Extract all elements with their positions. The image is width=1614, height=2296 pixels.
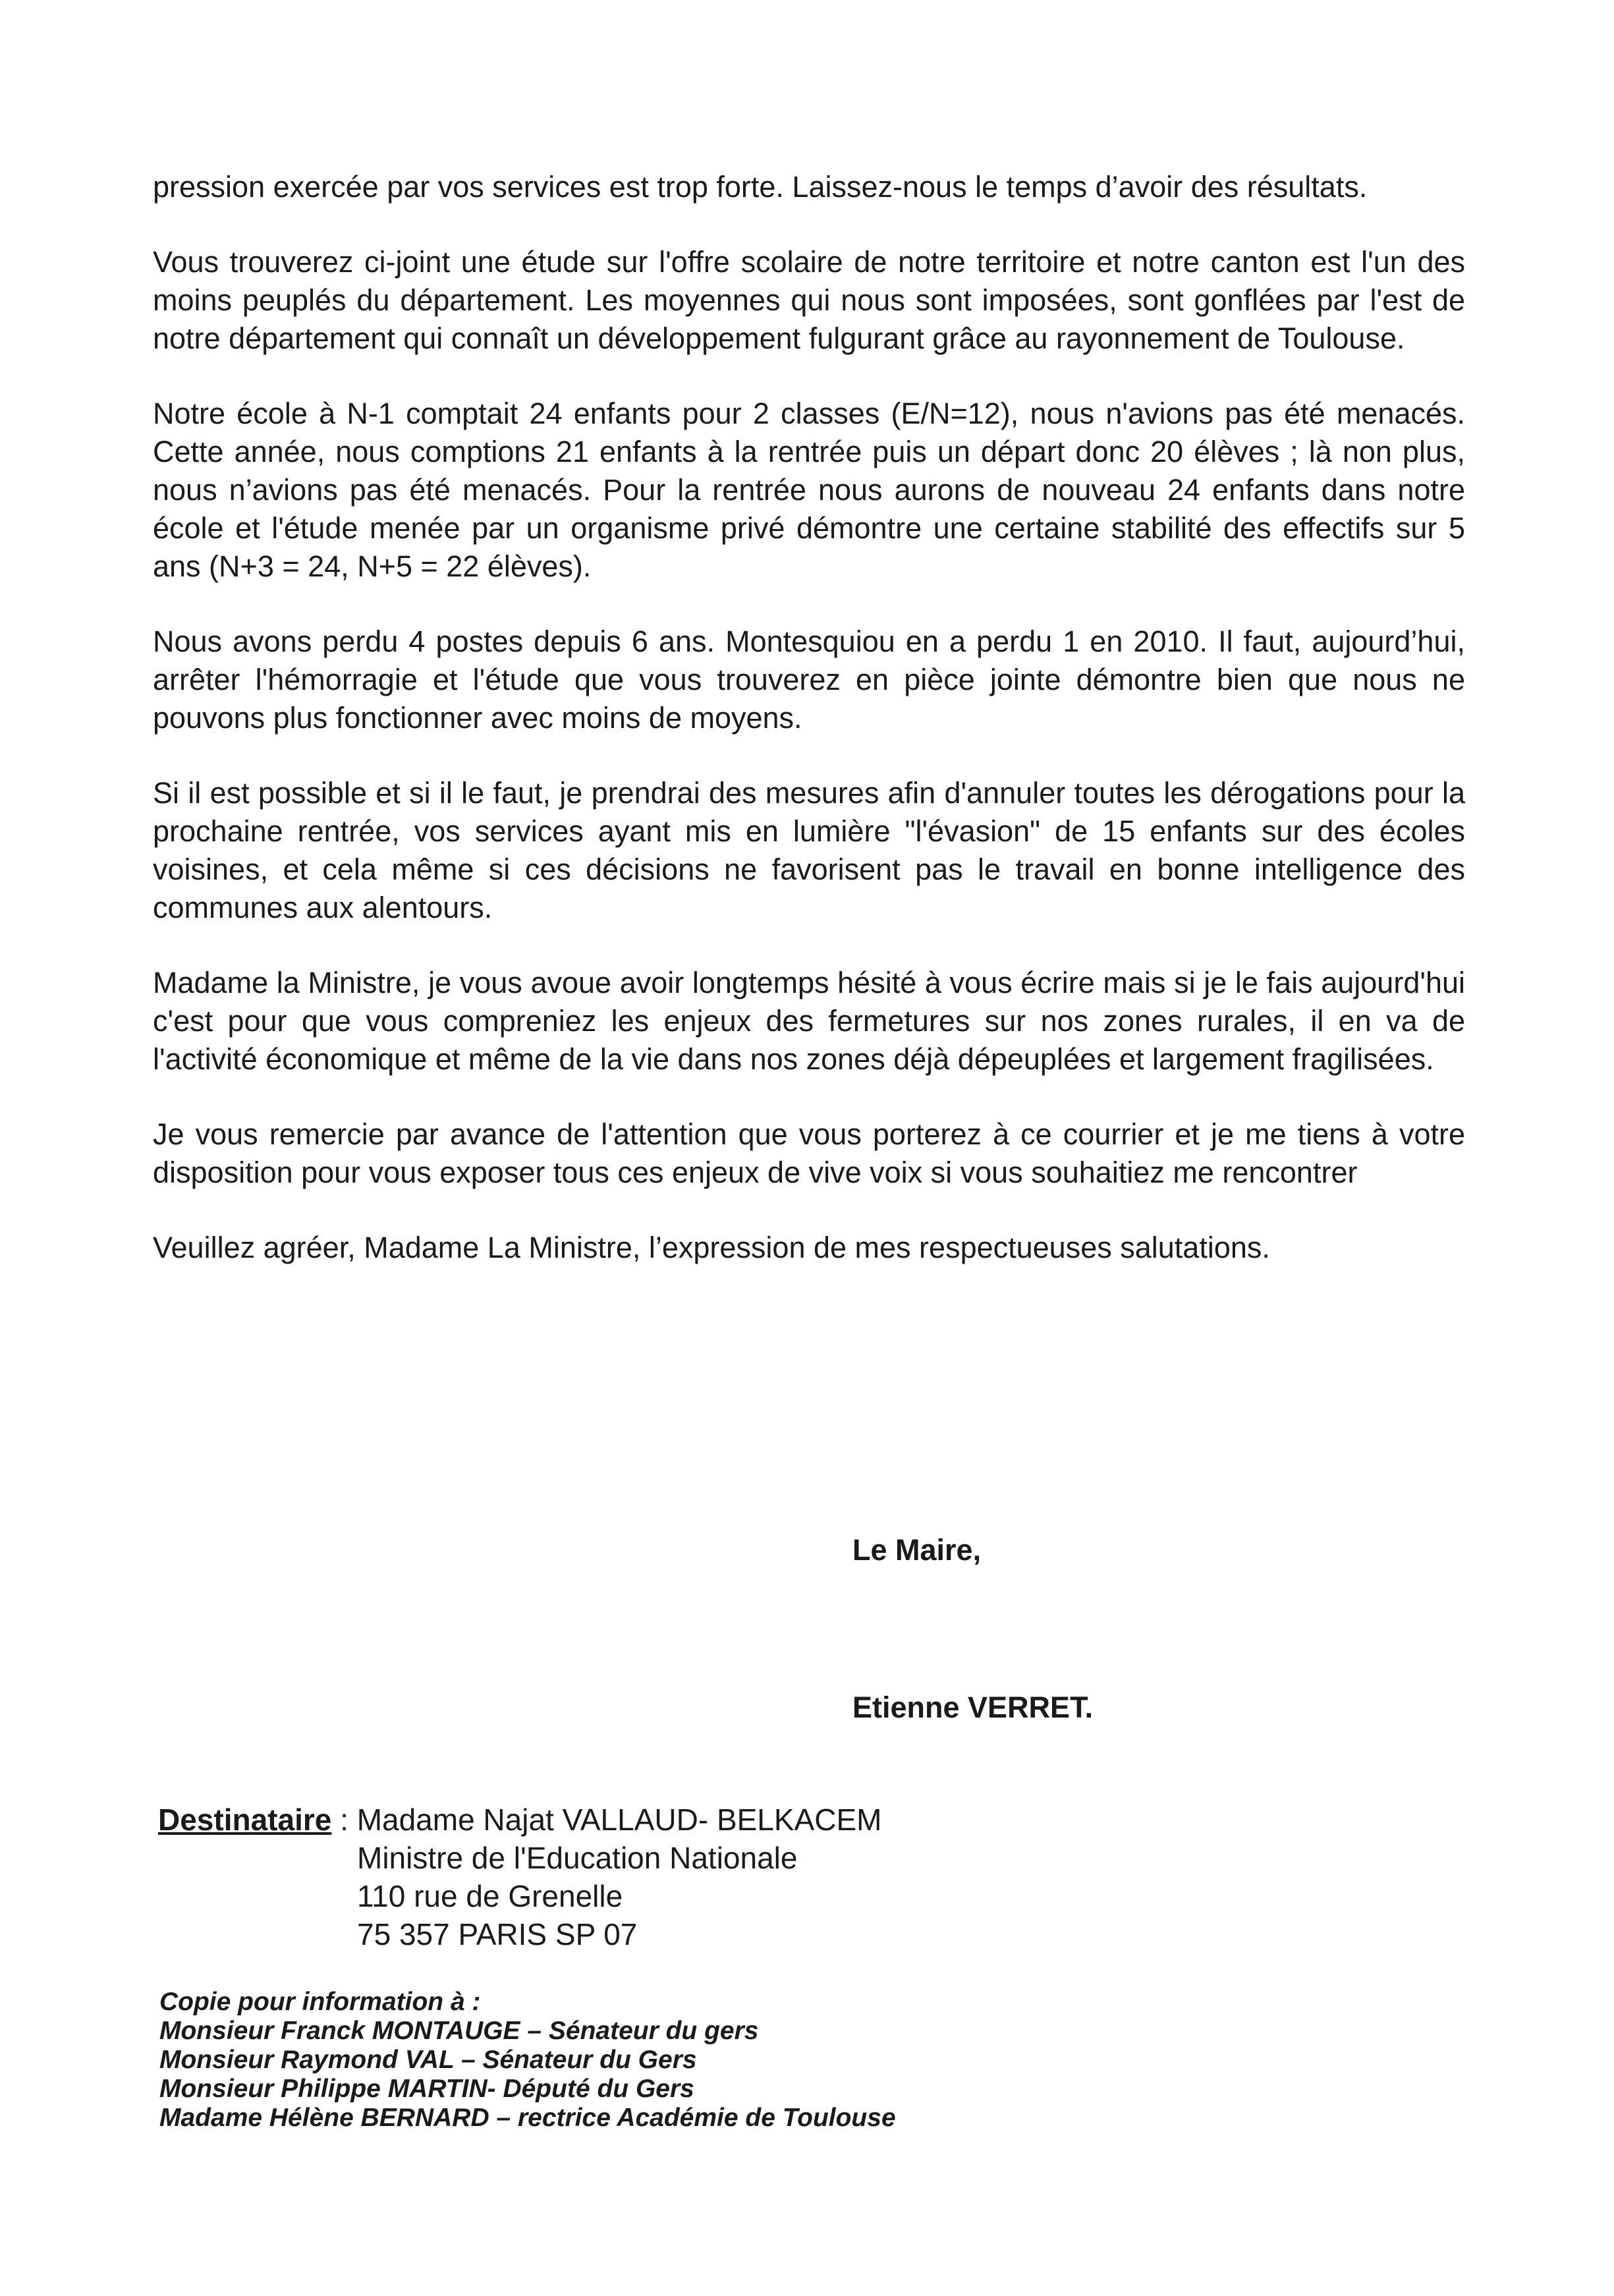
signature-title: Le Maire, bbox=[852, 1533, 982, 1567]
recipient-address-line: 75 357 PARIS SP 07 bbox=[357, 1917, 638, 1951]
paragraph: pression exercée par vos services est trop forte. Laissez-nous le temps d’avoir des résultats. bbox=[153, 170, 1368, 204]
recipient-separator: : bbox=[331, 1803, 357, 1837]
copies-heading: Copie pour information à : bbox=[159, 1988, 481, 2016]
recipient-block bbox=[158, 1801, 881, 1953]
recipient-address-line: 110 rue de Grenelle bbox=[357, 1879, 623, 1913]
paragraph: Madame la Ministre, je vous avoue avoir longtemps hésité à vous écrire mais si je le fais aujourd'hui c'est pour que vous compreniez les enjeux des fermetures sur nos zones rurales, il en va de l'activité économique et même de la vie dans nos zones déjà dépeuplées et largement fragilisées. bbox=[153, 966, 1465, 1076]
copies-line: Madame Hélène BERNARD – rectrice Académie de Toulouse bbox=[159, 2104, 896, 2132]
recipient-address-line: Ministre de l'Education Nationale bbox=[357, 1841, 798, 1875]
copies-line: Monsieur Franck MONTAUGE – Sénateur du gers bbox=[159, 2017, 759, 2045]
paragraph: Si il est possible et si il le faut, je prendrai des mesures afin d'annuler toutes les dérogations pour la prochaine rentrée, vos services ayant mis en lumière "l'évasion" de 15 enfants sur des écoles voisines, et cela même si ces décisions ne favorisent pas le travail en bonne intelligence des communes aux alentours. bbox=[153, 776, 1465, 924]
copies-line: Monsieur Philippe MARTIN- Député du Gers bbox=[159, 2075, 694, 2103]
paragraph: Nous avons perdu 4 postes depuis 6 ans. Montesquiou en a perdu 1 en 2010. Il faut, aujourd’hui, arrêter l'hémorragie et l'étude que vous trouverez en pièce jointe démontre bien que nous ne pouvons plus fonctionner avec moins de moyens. bbox=[153, 625, 1465, 735]
copies-block bbox=[159, 1988, 896, 2133]
paragraph: Notre école à N-1 comptait 24 enfants pour 2 classes (E/N=12), nous n'avions pas été menacés. Cette année, nous comptions 21 enfants à la rentrée puis un départ donc 20 élèves ; là non plus, nous n’avions pas été menacés. Pour la rentrée nous aurons de nouveau 24 enfants dans notre école et l'étude menée par un organisme privé démontre une certaine stabilité des effectifs sur 5 ans (N+3 = 24, N+5 = 22 élèves). bbox=[153, 397, 1465, 583]
recipient-first-line bbox=[158, 1801, 881, 1839]
paragraph: Vous trouverez ci-joint une étude sur l'offre scolaire de notre territoire et notre canton est l'un des moins peuplés du département. Les moyennes qui nous sont imposées, sont gonflées par l'est de notre département qui connaît un développement fulgurant grâce au rayonnement de Toulouse. bbox=[153, 245, 1465, 355]
recipient-name: Madame Najat VALLAUD- BELKACEM bbox=[356, 1803, 882, 1837]
recipient-label: Destinataire bbox=[158, 1803, 332, 1837]
letter-body bbox=[153, 168, 1465, 1304]
paragraph: Veuillez agréer, Madame La Ministre, l’expression de mes respectueuses salutations. bbox=[153, 1231, 1270, 1264]
paragraph: Je vous remercie par avance de l'attention que vous porterez à ce courrier et je me tiens à votre disposition pour vous exposer tous ces enjeux de vive voix si vous souhaitiez me rencontrer bbox=[153, 1117, 1465, 1189]
copies-line: Monsieur Raymond VAL – Sénateur du Gers bbox=[159, 2046, 697, 2074]
signature-name: Etienne VERRET. bbox=[852, 1691, 1094, 1724]
